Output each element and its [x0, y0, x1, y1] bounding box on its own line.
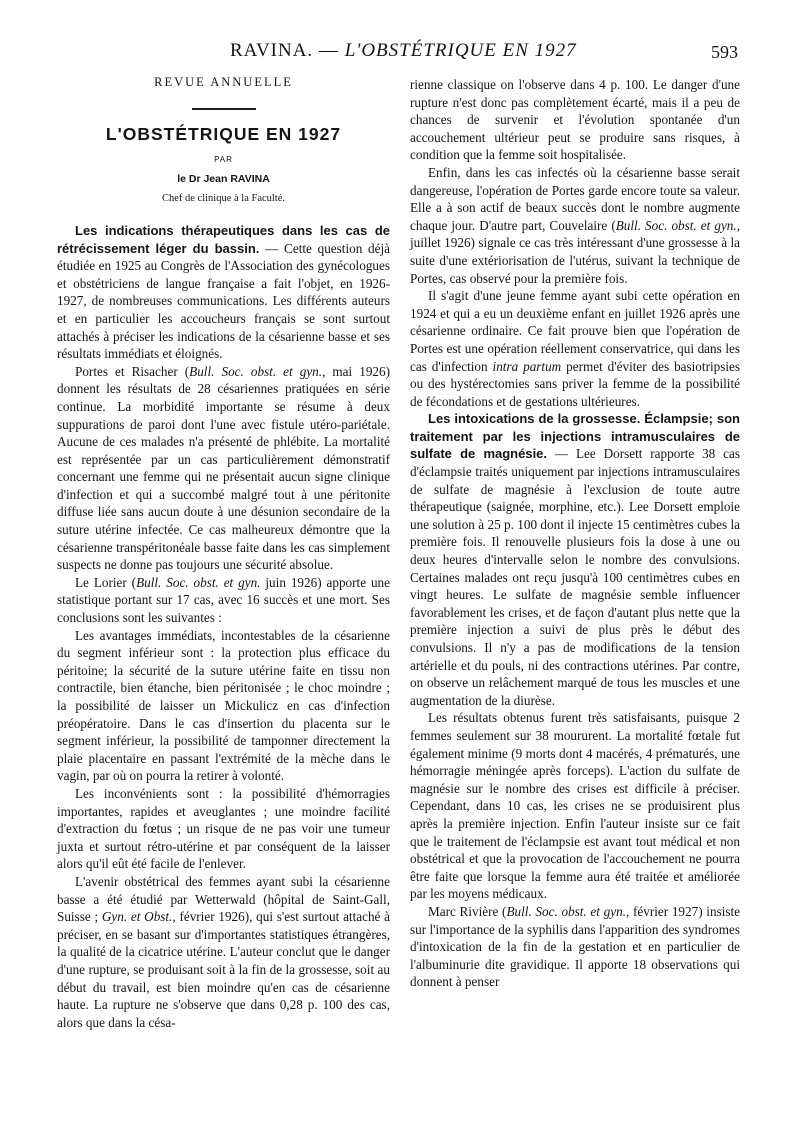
left-column [57, 74, 390, 1031]
citation: Bull. Soc. obst. et gyn. [506, 903, 626, 919]
paragraph: Les avantages immédiats, incontestables de la césarienne du segment inférieur sont : la protection plus efficace du péritoine; la sécurité de la suture utérine faite en tissu non contractile, bien étanche, bien péritonisée ; le choc moindre ; la possibilité de laisser un Mickulicz en cas d'infection préopératoire. Dans le cas d'insertion du placenta sur le segment inférieur, la possibilité de tamponner directement la plaie placentaire en passant l'extrémité de la mèche dans le vagin, par où on pourra la retirer à volonté. [57, 627, 390, 784]
section-heading: Les indications thérapeutiques dans les cas de rétrécissement léger du bassin. [57, 222, 390, 256]
citation: Bull. Soc. obst. et gyn. [189, 363, 323, 379]
paragraph: Le Lorier (Bull. Soc. obst. et gyn. juin 1926) apporte une statistique portant sur 17 cas, avec 16 succès et une mort. Ses conclusions sont les suivantes : [57, 574, 391, 626]
paragraph: rienne classique on l'observe dans 4 p. 100. Le danger d'une rupture n'est donc pas complètement écarté, mais il a peu de chances de survenir et l'évolution spontanée d'un accouchement ultérieur peut se produire sans risques, à condition que la femme soit hospitalisée. [410, 77, 740, 163]
paragraph: Les intoxications de la grossesse. Éclampsie; son traitement par les injections intramusculaires de sulfate de magnésie. — Lee Dorsett rapporte 38 cas d'éclampsie traités uniquement par injections intramusculaires de sulfate de magnésie à l'exclusion de toute autre thérapeutique (saignée, morphine, etc.). Lee Dorsett emploie une solution à 25 p. 100 dont il injecte 15 centimètres cubes la première fois. Il renouvelle plusieurs fois la dose à une ou deux heures d'intervalle selon le nombre des convulsions. Certaines malades ont reçu jusqu'à 100 centimètres cubes en vingt heures. Le sulfate de magnésie semble influencer favorablement les crises, et de façon d'autant plus nette que la première injection a suivi de plus près le début des convulsions. Il n'y a pas de modifications de la tension artérielle et du pouls, ni des contractions utérines. Par contre, on observe un relâchement marqué de tous les muscles et une augmentation de la diurèse. [410, 411, 740, 708]
running-head-author: RAVINA. — [230, 40, 339, 61]
title-divider [192, 108, 256, 110]
author-affiliation: Chef de clinique à la Faculté. [161, 193, 286, 205]
paragraph: Enfin, dans les cas infectés où la césarienne basse serait dangereuse, l'opération de Portes garde encore toute sa valeur. Elle a à son actif de beaux succès dont le nombre augmente chaque jour. D'autre part, Couvelaire (Bull. Soc. obst. et gyn., juillet 1926) signale ce cas très intéressant d'une grossesse à la suite d'une extériorisation de l'utérus, suivant la technique de Portes, cas observé pour la première fois. [410, 164, 740, 286]
right-column [410, 76, 740, 991]
section-heading: Les intoxications de la grossesse. Éclampsie; son traitement par les injections intramusculaires de sulfate de magnésie. [410, 411, 740, 462]
paragraph: Les inconvénients sont : la possibilité d'hémorragies importantes, rapides et aveuglantes ; une moindre facilité d'extraction du fœtus ; un risque de ne pas voir une tumeur juxta et surtout rétro-utérine et par conséquent de la laisser alors qu'il eût été facile de l'enlever. [57, 785, 390, 872]
page-number: 593 [711, 42, 738, 62]
citation: Bull. Soc. obst. et gyn. [136, 574, 261, 590]
paragraph: Il s'agit d'une jeune femme ayant subi cette opération en 1924 et qui a eu un deuxième enfant en juillet 1926 après une césarienne ordinaire. Ce fait prouve bien que l'opération de Portes est une opération réellement conservatrice, qui dans les cas d'infection intra partum permet d'éviter des basiotripsies ou des hystérectomies sans priver la femme de la possibilité de fécondations et de gestations ultérieures. [410, 288, 740, 409]
paragraph: L'avenir obstétrical des femmes ayant subi la césarienne basse a été étudié par Wetterwald (hôpital de Saint-Gall, Suisse ; Gyn. et Obst., février 1926), qui s'est surtout attaché à préciser, en se basant sur d'importantes statistiques étrangères, la qualité de la cicatrice utérine. L'auteur conclut que le danger d'une rupture, se produisant soit à la fin de la grossesse, soit au début du travail, est bien moindre qu'en cas de césarienne haute. La rupture ne s'observe que dans 0,28 p. 100 des cas, alors que dans la césa- [57, 873, 391, 1030]
running-head-title: L'OBSTÉTRIQUE EN 1927 [344, 40, 577, 61]
section-label: REVUE ANNUELLE [154, 75, 293, 89]
latin-term: intra partum [492, 358, 562, 374]
paragraph: Les indications thérapeutiques dans les cas de rétrécissement léger du bassin. — Cette question déjà étudiée en 1925 au Congrès de l'Association des gynécologues et obstétriciens de langue française a fait l'objet, en 1926-1927, de nombreuses communications. Les différents auteurs et en particulier les accoucheurs français se sont surtout attachés à préciser les indications de la césarienne basse et ses résultats immédiats et éloignés. [57, 222, 390, 362]
running-head [230, 40, 577, 62]
citation: Gyn. et Obst. [101, 909, 173, 925]
paragraph: Portes et Risacher (Bull. Soc. obst. et gyn., mai 1926) donnent les résultats de 28 césariennes pratiquées en série continue. La morbidité importante se résume à deux suppurations de paroi dont l'une avec fistule utéro-pariétale. Aucune de ces malades n'a présenté de phlébite. La mortalité est représentée par un cas particulièrement démonstratif concernant une femme qui ne présentait aucun signe clinique d'infection et qui a succombé malgré tout à une péritonite diffuse liée sans aucun doute à une désunion secondaire de la suture utérine infectée. Ce cas malheureux démontre que la césarienne transpéritonéale basse faite dans les cas simplement suspects ne donne pas toujours une sécurité absolue. [57, 363, 391, 573]
paragraph: Marc Rivière (Bull. Soc. obst. et gyn., février 1927) insiste sur l'importance de la syphilis dans l'apparition des syndromes d'intoxication de la fin de la gestation et en particulier de l'albuminurie dite gravidique. Il apporte 18 observations qui donnent à penser [410, 903, 741, 990]
author-name: le Dr Jean RAVINA [177, 172, 270, 185]
paragraph: Les résultats obtenus furent très satisfaisants, puisque 2 femmes seulement sur 38 moururent. La mortalité fœtale fut également minime (9 morts dont 4 macérés, 4 prématurés, une hémorragie méningée après forceps). L'action du sulfate de magnésie sur le nombre des crises est difficile à préciser. Cependant, dans 10 cas, les crises ne se produisirent plus après la première injection. Enfin l'auteur insiste sur ce fait que le traitement de l'éclampsie est avant tout médical et non obstétrical et que la provocation de l'accouchement ne pourra être faite que lorsque la femme aura été traitée et améliorée par les moyens médicaux. [410, 710, 740, 902]
citation: Bull. Soc. obst. et gyn. [615, 217, 737, 233]
byline-par: PAR [214, 155, 233, 165]
article-title: L'OBSTÉTRIQUE EN 1927 [105, 123, 342, 144]
